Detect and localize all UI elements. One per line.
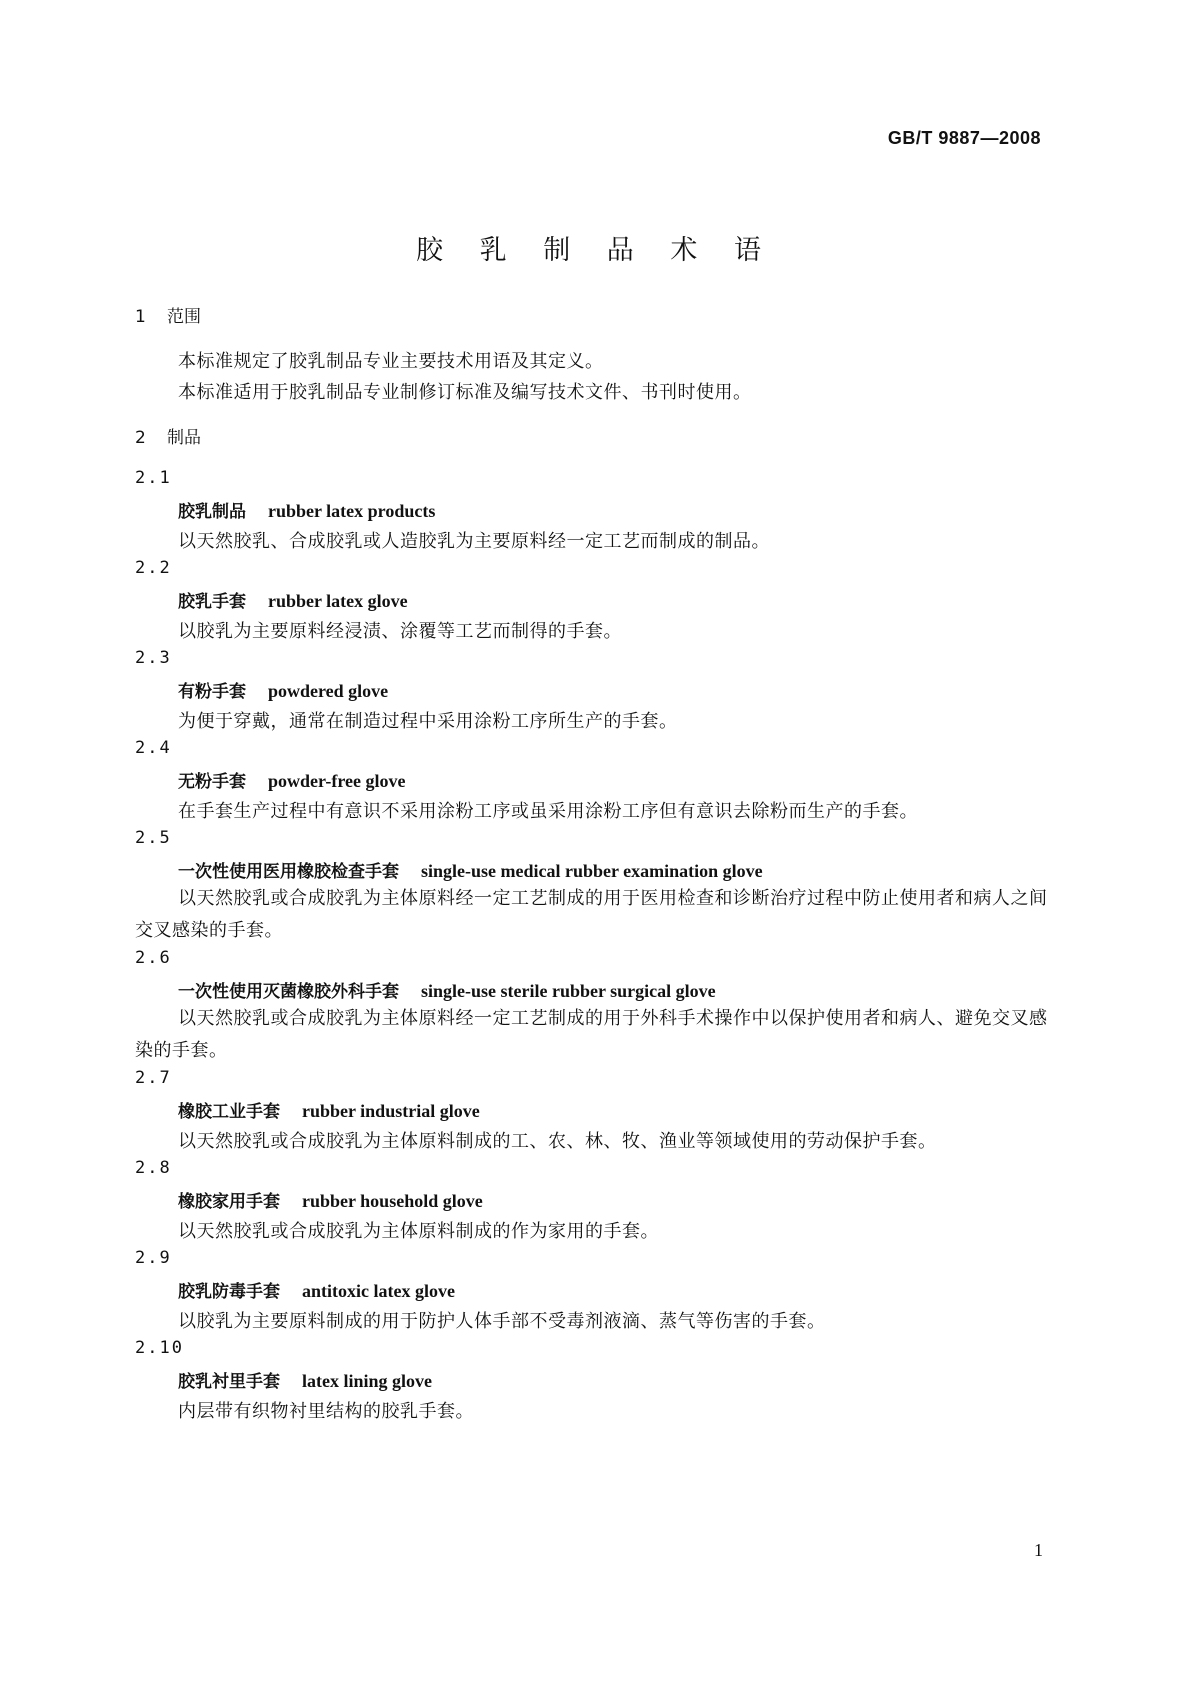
term-number: 2.10 — [135, 1338, 184, 1358]
term-zh: 一次性使用医用橡胶检查手套 — [178, 862, 399, 882]
term-en: antitoxic latex glove — [302, 1281, 455, 1301]
term-definition: 内层带有织物衬里结构的胶乳手套。 — [178, 1401, 474, 1422]
term-zh: 橡胶家用手套 — [178, 1192, 280, 1212]
term-definition: 以胶乳为主要原料制成的用于防护人体手部不受毒剂液滴、蒸气等伤害的手套。 — [178, 1311, 826, 1332]
term-number: 2.4 — [135, 738, 172, 758]
section-number: 1 — [135, 307, 146, 327]
term-zh: 一次性使用灭菌橡胶外科手套 — [178, 982, 399, 1002]
term-en: single-use medical rubber examination glove — [421, 861, 763, 881]
section-number: 2 — [135, 428, 146, 448]
page-number: 1 — [1034, 1540, 1043, 1560]
term-definition: 以天然胶乳或合成胶乳为主体原料制成的工、农、林、牧、渔业等领域使用的劳动保护手套。 — [178, 1131, 937, 1152]
term-en: rubber household glove — [302, 1191, 483, 1211]
term-zh: 胶乳衬里手套 — [178, 1372, 280, 1392]
term-en: powder-free glove — [268, 771, 406, 791]
term-zh: 胶乳制品 — [178, 502, 246, 522]
standard-code: GB/T 9887—2008 — [887, 128, 1041, 148]
term-number: 2.7 — [135, 1068, 172, 1088]
term-en: rubber latex glove — [268, 591, 408, 611]
scope-paragraph: 本标准规定了胶乳制品专业主要技术用语及其定义。 — [178, 351, 604, 372]
term-number: 2.8 — [135, 1158, 172, 1178]
term-zh: 胶乳防毒手套 — [178, 1282, 280, 1302]
term-definition: 以天然胶乳或合成胶乳为主体原料经一定工艺制成的用于医用检查和诊断治疗过程中防止使用者和病人之间交叉感染的手套。 — [135, 888, 1048, 941]
term-definition: 以天然胶乳、合成胶乳或人造胶乳为主要原料经一定工艺而制成的制品。 — [178, 531, 770, 552]
term-en: latex lining glove — [302, 1371, 432, 1391]
term-en: powdered glove — [268, 681, 389, 701]
term-definition: 以天然胶乳或合成胶乳为主体原料经一定工艺制成的用于外科手术操作中以保护使用者和病人、避免交叉感染的手套。 — [135, 1008, 1048, 1061]
term-zh: 有粉手套 — [178, 682, 246, 702]
term-heading — [178, 677, 388, 702]
section-title: 制品 — [167, 428, 201, 448]
term-heading — [178, 1187, 483, 1212]
term-zh: 无粉手套 — [178, 772, 246, 792]
term-zh: 胶乳手套 — [178, 592, 246, 612]
term-zh: 橡胶工业手套 — [178, 1102, 280, 1122]
term-en: rubber industrial glove — [302, 1101, 480, 1121]
scope-paragraph: 本标准适用于胶乳制品专业制修订标准及编写技术文件、书刊时使用。 — [178, 382, 752, 403]
term-heading — [178, 977, 716, 1002]
term-definition: 以胶乳为主要原料经浸渍、涂覆等工艺而制得的手套。 — [178, 621, 622, 642]
term-heading — [178, 587, 408, 612]
term-number: 2.1 — [135, 468, 172, 488]
term-en: rubber latex products — [268, 501, 436, 521]
term-number: 2.2 — [135, 558, 172, 578]
term-heading — [178, 767, 405, 792]
term-number: 2.5 — [135, 828, 172, 848]
term-heading — [178, 1097, 480, 1122]
term-number: 2.9 — [135, 1248, 172, 1268]
section-title: 范围 — [167, 307, 201, 327]
term-definition: 为便于穿戴，通常在制造过程中采用涂粉工序所生产的手套。 — [178, 711, 678, 732]
term-number: 2.3 — [135, 648, 172, 668]
term-definition: 以天然胶乳或合成胶乳为主体原料制成的作为家用的手套。 — [178, 1221, 659, 1242]
term-heading — [178, 1367, 432, 1392]
section-2-heading — [135, 423, 201, 448]
term-number: 2.6 — [135, 948, 172, 968]
section-1-heading — [135, 302, 201, 327]
term-heading — [178, 1277, 455, 1302]
term-definition: 在手套生产过程中有意识不采用涂粉工序或虽采用涂粉工序但有意识去除粉而生产的手套。 — [178, 801, 918, 822]
document-title: 胶 乳 制 品 术 语 — [416, 235, 775, 266]
term-heading — [178, 497, 435, 522]
term-en: single-use sterile rubber surgical glove — [421, 981, 716, 1001]
term-heading — [178, 857, 763, 882]
